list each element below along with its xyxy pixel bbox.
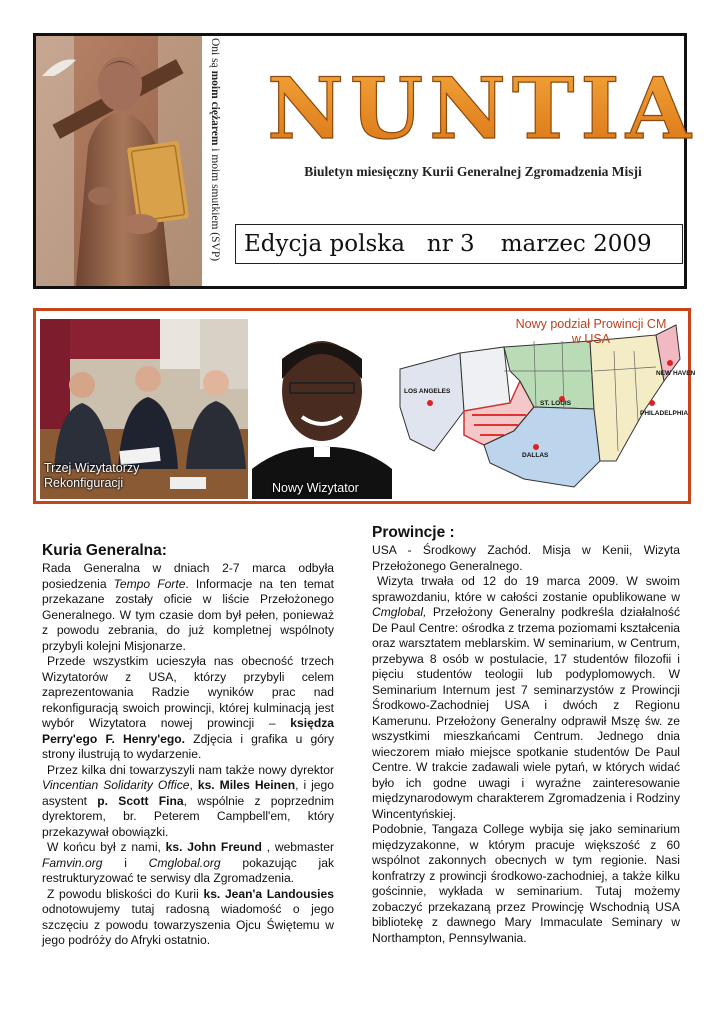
paragraph: Z powodu bliskości do Kurii ks. Jean'a Landousies odnotowujemy tutaj radosną wiadomość o jego szczęciu z powodu towarzyszenia Ojcu Świętemu w jego podróży do Afryki ostatnio. <box>42 886 334 947</box>
section-heading-curia: Kuria Generalna: <box>42 542 167 559</box>
map-caption: Nowy podział Prowincji CM w USA <box>515 317 667 346</box>
new-visitor-caption: Nowy Wizytator <box>272 481 359 495</box>
map-label-st-louis: ST. LOUIS <box>540 400 572 407</box>
edition-box <box>235 224 683 264</box>
paragraph: W końcu był z nami, ks. John Freund , webmaster Famvin.org i Cmglobal.org pokazując jak restrukturyzować te serwisy dla Zgromadzenia. <box>42 840 334 885</box>
edition-label: Edycja polska <box>244 231 405 257</box>
paragraph: Rada Generalna w dniach 2-7 marca odbyła posiedzenia Tempo Forte. Informacje na ten temat przekazane zostały oficie w liście Przełożonego Generalnego. W tym czasie dom był pełen, ponieważ z powodu zebrania, do już kompletnej wspólnoty przybyli kolejni Misjonarze. <box>42 561 334 653</box>
newsletter-title <box>267 58 697 158</box>
map-label-dallas: DALLAS <box>522 452 549 459</box>
section-heading-provinces: Prowincje : <box>372 524 455 541</box>
issue-date: marzec 2009 <box>500 231 652 257</box>
paragraph: Przede wszystkim ucieszyła nas obecność trzech Wizytatorów z USA, którzy przybyli celem zaprezentowania Radzie wyników prac nad rekonfiguracją swoich prowincji, której kulminacją jest wybór Wizytatora nowej prowincji – księdza Perry'ego F. Henry'ego. Zdjęcia i grafika u góry strony ilustrują to wydarzenie. <box>42 654 334 761</box>
map-label-new-haven: NEW HAVEN <box>656 370 696 377</box>
paragraph: Wizyta trwała od 12 do 19 marca 2009. W swoim sprawozdaniu, które w całości zostanie opublikowane w Cmglobal, Przełożony Generalny podkreśla działalność De Paul Centre: ośrodka z trzema poziomami kształcenia oraz warsztatem meblarskim. W seminarium, w Centrum, przebywa 8 osób w postulacie, 17 studentów filozofii i pięciu studentów teologii lub podyplomowych. W Seminarium Internum jest 7 seminarzystów z Prowincji Środkowo-Zachodniej USA i dwóch z Regionu Kamerunu. Przełożony Generalny odprawił Mszę św. ze wszystkimi mieszkańcami Centrum. Jednego dnia wieczorem miało miejsce spotkanie studentów De Paul Centre. W trakcie zadawali wiele pytań, w których widać było ich godne uwagi i wyraźne zainteresowanie międzynarodowym charakterem Zgromadzenia i Rodziny Wincentyńskiej. <box>372 574 680 821</box>
subtitle: Biuletyn miesięczny Kurii Generalnej Zgromadzenia Misji <box>304 164 642 179</box>
right-column <box>372 524 680 946</box>
paragraph: Podobnie, Tangaza College wybija się jako seminarium międzyzakonne, w którym pracuje większość z 60 wspólnot zakonnych obecnych w tym regionie. Nasi konfratrzy z prowincji środkowo-zachodniej, a także kilku gościnnie, wykłada w seminarium. Tutaj możemy zobaczyć przekazaną przez Prowincję Wschodnią USA bibliotekę z dawnego Mary Immaculate Seminary w Northampton, Pennsylwania. <box>372 822 680 945</box>
issue-number: nr 3 <box>426 231 475 257</box>
vertical-motto: Oni są moim ciężarem i moim smutkiem (SVP) <box>209 38 221 262</box>
visitors-photo <box>40 319 248 499</box>
paragraph: USA - Środkowy Zachód. Misja w Kenii, Wizyta Przełożonego Generalnego. <box>372 543 680 573</box>
map-label-philadelphia: PHILADELPHIA <box>640 410 689 417</box>
saint-statue-photo <box>36 36 202 286</box>
masthead-box <box>33 33 697 289</box>
photo-strip <box>33 308 696 504</box>
title-text: NUNTIA <box>267 59 697 158</box>
new-visitor-photo <box>252 319 392 499</box>
map-label-los-angeles: LOS ANGELES <box>404 388 451 395</box>
visitors-caption: Trzej Wizytatorzy Rekonfiguracji <box>44 461 140 490</box>
paragraph: Przez kilka dni towarzyszyli nam także nowy dyrektor Vincentian Solidarity Office, ks. Miles Heinen, i jego asystent p. Scott Fina, wspólnie z poprzednim dyrektorem, br. Peterem Campbell'em, który przekazywał obowiązki. <box>42 762 334 839</box>
left-column <box>42 542 334 949</box>
